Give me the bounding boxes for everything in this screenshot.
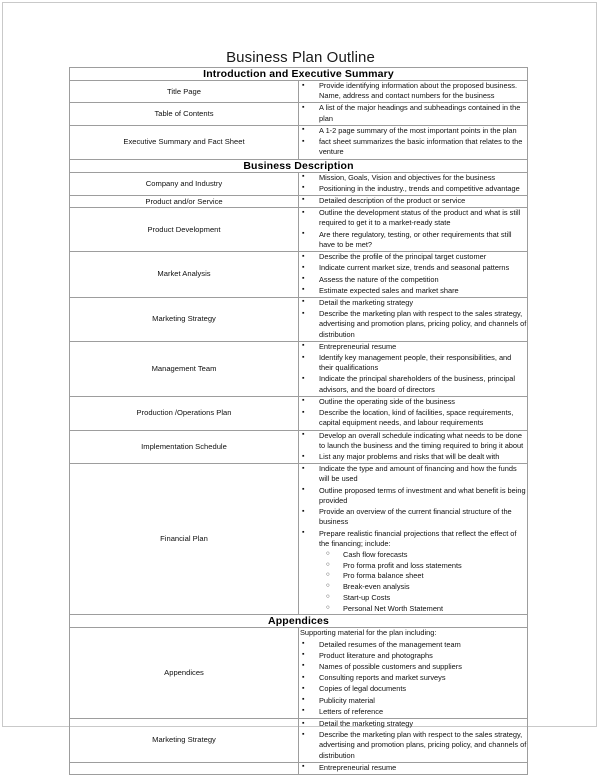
table-row xyxy=(70,628,528,719)
section-heading: Business Description xyxy=(70,159,528,172)
sub-bullet-item: ○ Cash flow forecasts xyxy=(343,550,527,560)
bullet-list xyxy=(299,81,527,101)
bullet-item: ▪ Describe the marketing plan with respect to the sales strategy, advertising and promotion plans, pricing policy, and channels of distribution xyxy=(319,730,527,761)
row-content xyxy=(299,396,528,430)
row-content xyxy=(299,81,528,103)
bullet-list xyxy=(299,431,527,463)
bullet-item: ▪ Outline the development status of the product and what is still required to get it to a market-ready state xyxy=(319,208,527,228)
row-label: Title Page xyxy=(70,81,299,103)
row-label: Production /Operations Plan xyxy=(70,396,299,430)
outline-table-viewport xyxy=(69,67,528,772)
row-label: Table of Contents xyxy=(70,103,299,125)
bullet-item: ▪ Provide identifying information about the proposed business. Name, address and contact numbers for the business xyxy=(319,81,527,101)
bullet-item: ▪ fact sheet summarizes the basic information that relates to the venture xyxy=(319,137,527,157)
bullet-item: ▪ Prepare realistic financial projections that reflect the effect of the financing; include: xyxy=(319,529,527,549)
table-row xyxy=(70,396,528,430)
bullet-item: ▪ Entrepreneurial resume xyxy=(319,342,527,352)
sub-bullet-list xyxy=(299,550,527,614)
row-label: Management Team xyxy=(70,341,299,396)
bullet-item: ▪ Detailed resumes of the management team xyxy=(319,640,527,650)
bullet-item: ▪ Identify key management people, their responsibilities, and their qualifications xyxy=(319,353,527,373)
row-label: Financial Plan xyxy=(70,464,299,615)
table-row xyxy=(70,762,528,774)
bullet-item: ▪ A 1-2 page summary of the most important points in the plan xyxy=(319,126,527,136)
sub-bullet-item: ○ Break-even analysis xyxy=(343,582,527,592)
table-row xyxy=(70,719,528,763)
table-row xyxy=(70,172,528,195)
row-content xyxy=(299,195,528,207)
bullet-item: ▪ Outline the operating side of the business xyxy=(319,397,527,407)
bullet-item: ▪ Develop an overall schedule indicating what needs to be done to launch the business and the timing required to bring it about xyxy=(319,431,527,451)
bullet-item: ▪ Estimate expected sales and market share xyxy=(319,286,527,296)
bullet-list xyxy=(299,719,527,761)
row-content xyxy=(299,125,528,159)
table-row xyxy=(70,297,528,341)
bullet-item: ▪ Mission, Goals, Vision and objectives for the business xyxy=(319,173,527,183)
row-label: Executive Summary and Fact Sheet xyxy=(70,125,299,159)
row-label: Implementation Schedule xyxy=(70,430,299,464)
bullet-list xyxy=(299,464,527,549)
row-content xyxy=(299,719,528,763)
bullet-item: ▪ Outline proposed terms of investment and what benefit is being provided xyxy=(319,486,527,506)
row-label: Product and/or Service xyxy=(70,195,299,207)
section-header-row xyxy=(70,615,528,628)
bullet-item: ▪ A list of the major headings and subheadings contained in the plan xyxy=(319,103,527,123)
row-content xyxy=(299,208,528,252)
bullet-item: ▪ Entrepreneurial resume xyxy=(319,763,527,773)
table-row xyxy=(70,208,528,252)
row-label: Product Development xyxy=(70,208,299,252)
bullet-item: ▪ Provide an overview of the current financial structure of the business xyxy=(319,507,527,527)
bullet-item: ▪ Publicity material xyxy=(319,696,527,706)
bullet-item: ▪ Detail the marketing strategy xyxy=(319,298,527,308)
row-content xyxy=(299,628,528,719)
row-label: Market Analysis xyxy=(70,252,299,298)
table-row xyxy=(70,103,528,125)
bullet-item: ▪ Are there regulatory, testing, or other requirements that still have to be met? xyxy=(319,230,527,250)
row-label: Appendices xyxy=(70,628,299,719)
bullet-item: ▪ Describe the profile of the principal target customer xyxy=(319,252,527,262)
row-label: Company and Industry xyxy=(70,172,299,195)
document-page xyxy=(2,2,597,772)
table-row xyxy=(70,341,528,396)
bullet-list xyxy=(299,126,527,158)
bullet-list xyxy=(299,103,527,123)
bullet-item: ▪ Letters of reference xyxy=(319,707,527,717)
bullet-list xyxy=(299,342,527,395)
bullet-item: ▪ Positioning in the industry., trends and competitive advantage xyxy=(319,184,527,194)
bullet-list xyxy=(299,173,527,194)
table-row xyxy=(70,81,528,103)
bullet-item: ▪ Indicate the principal shareholders of the business, principal advisors, and the board of directors xyxy=(319,374,527,394)
bullet-item: ▪ Names of possible customers and suppliers xyxy=(319,662,527,672)
page-title: Business Plan Outline xyxy=(226,49,375,66)
bullet-item: ▪ Consulting reports and market surveys xyxy=(319,673,527,683)
bullet-list xyxy=(299,298,527,340)
table-row xyxy=(70,125,528,159)
section-header-row xyxy=(70,68,528,81)
table-row xyxy=(70,430,528,464)
bullet-item: ▪ Detailed description of the product or service xyxy=(319,196,527,206)
sub-bullet-item: ○ Pro forma profit and loss statements xyxy=(343,561,527,571)
business-plan-outline-table xyxy=(69,67,528,775)
section-header-row xyxy=(70,159,528,172)
bullet-item: ▪ Product literature and photographs xyxy=(319,651,527,661)
section-heading: Appendices xyxy=(70,615,528,628)
bullet-item: ▪ Indicate the type and amount of financing and how the funds will be used xyxy=(319,464,527,484)
section-heading: Introduction and Executive Summary xyxy=(70,68,528,81)
bullet-list xyxy=(299,208,527,250)
table-row xyxy=(70,195,528,207)
row-content xyxy=(299,172,528,195)
content-lead-text: Supporting material for the plan including: xyxy=(300,628,437,638)
bullet-list xyxy=(299,397,527,429)
bullet-list xyxy=(299,252,527,296)
bullet-list xyxy=(299,196,527,206)
row-content xyxy=(299,103,528,125)
bullet-item: ▪ Detail the marketing strategy xyxy=(319,719,527,729)
row-content xyxy=(299,252,528,298)
sub-bullet-item: ○ Personal Net Worth Statement xyxy=(343,604,527,614)
row-content xyxy=(299,464,528,615)
row-content xyxy=(299,341,528,396)
bullet-item: ▪ Assess the nature of the competition xyxy=(319,275,527,285)
bullet-item: ▪ Describe the location, kind of facilities, space requirements, capital equipment needs, and labour requirements xyxy=(319,408,527,428)
bullet-item: ▪ Indicate current market size, trends and seasonal patterns xyxy=(319,263,527,273)
table-row xyxy=(70,464,528,615)
row-content xyxy=(299,762,528,774)
sub-bullet-item: ○ Start-up Costs xyxy=(343,593,527,603)
row-label: Marketing Strategy xyxy=(70,297,299,341)
sub-bullet-item: ○ Pro forma balance sheet xyxy=(343,571,527,581)
row-content xyxy=(299,297,528,341)
bullet-item: ▪ Describe the marketing plan with respect to the sales strategy, advertising and promotion plans, pricing policy, and channels of distribution xyxy=(319,309,527,340)
bullet-item: ▪ Copies of legal documents xyxy=(319,684,527,694)
bullet-item: ▪ List any major problems and risks that will be dealt with xyxy=(319,452,527,462)
bullet-list xyxy=(299,763,527,773)
table-row xyxy=(70,252,528,298)
row-label xyxy=(70,762,299,774)
row-content xyxy=(299,430,528,464)
row-label: Marketing Strategy xyxy=(70,719,299,763)
bullet-list xyxy=(299,640,527,718)
